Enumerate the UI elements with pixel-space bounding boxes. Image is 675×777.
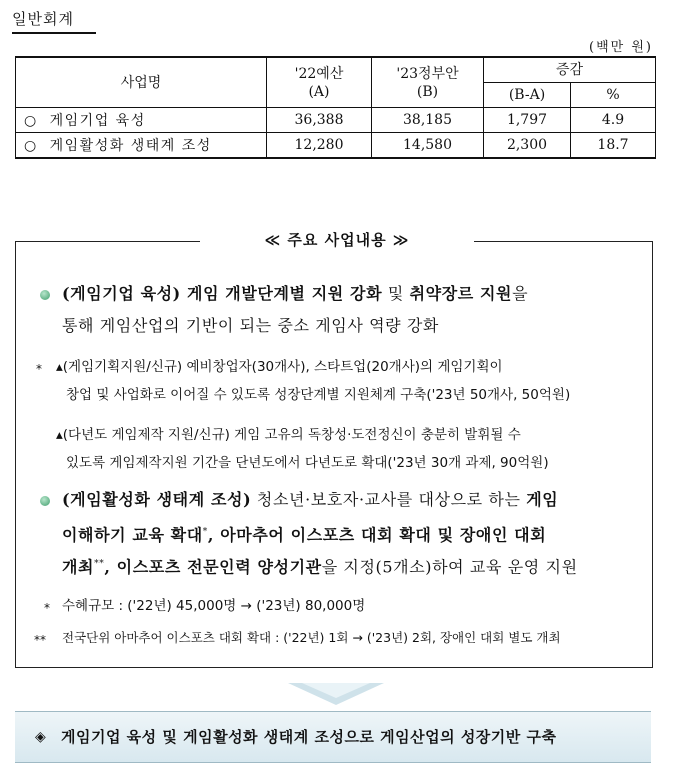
item2-line1: (게임활성화 생태계 조성) 청소년·보호자·교사를 대상으로 하는 게임 [62, 490, 559, 509]
box-title: ≪ 주요 사업내용 ≫ [200, 229, 474, 250]
table-row [16, 133, 656, 159]
table-row [16, 108, 656, 133]
sub1-line2: 창업 및 사업화로 이어질 수 있도록 성장단계별 지원체계 구축('23년 50개사, 50억원) [66, 387, 571, 403]
header-diff: 증감 [484, 57, 656, 83]
header-name: 사업명 [16, 57, 267, 108]
note2-mark: ** [34, 633, 46, 647]
header-budget22: '22예산 (A) [267, 57, 372, 108]
item1-star: * [36, 362, 42, 376]
conclusion-banner [15, 711, 651, 763]
conclusion-text: 게임기업 육성 및 게임활성화 생태계 조성으로 게임산업의 성장기반 구축 [61, 728, 557, 746]
row-diff: 2,300 [484, 133, 571, 159]
row-b: 14,580 [372, 133, 484, 159]
section-title: 일반회계 [12, 10, 74, 28]
row-name: 게임활성화 생태계 조성 [49, 138, 212, 154]
sub1-line1: ▴(게임기획지원/신규) 예비창업자(30개사), 스타트업(20개사)의 게임기획이 [56, 359, 503, 375]
row-name: 게임기업 육성 [49, 113, 146, 129]
row-bullet: ○ [24, 138, 38, 154]
green-bullet-icon [40, 290, 50, 300]
budget-table [15, 56, 656, 159]
header-budget23: '23정부안 (B) [372, 57, 484, 108]
item2-line3: 개최**, 이스포츠 전문인력 양성기관을 지정(5개소)하여 교육 운영 지원 [62, 557, 578, 577]
row-a: 12,280 [267, 133, 372, 159]
row-a: 36,388 [267, 108, 372, 133]
header-diff-value: (B-A) [484, 83, 571, 108]
unit-label: (백만 원) [589, 40, 653, 55]
row-diff: 1,797 [484, 108, 571, 133]
sub2-line1: ▴(다년도 게임제작 지원/신규) 게임 고유의 독창성·도전정신이 충분히 발휘될 수 [56, 427, 521, 443]
row-b: 38,185 [372, 108, 484, 133]
sub2-line2: 있도록 게임제작지원 기간을 단년도에서 다년도로 확대('23년 30개 과제, 90억원) [66, 455, 549, 471]
diamond-icon: ◈ [35, 729, 47, 745]
item1-line2: 통해 게임산업의 기반이 되는 중소 게임사 역량 강화 [62, 316, 439, 335]
item1-line1: (게임기업 육성) 게임 개발단계별 지원 강화 및 취약장르 지원을 [62, 284, 529, 303]
header-pct: % [571, 83, 656, 108]
note1-mark: * [44, 601, 50, 615]
row-pct: 18.7 [571, 133, 656, 159]
note2: 전국단위 아마추어 이스포츠 대회 확대 : ('22년) 1회 → ('23년) 2회, 장애인 대회 별도 개최 [62, 630, 561, 645]
down-arrow-highlight [302, 683, 370, 698]
row-bullet: ○ [24, 113, 38, 129]
green-bullet-icon [40, 496, 50, 506]
title-underline [12, 32, 96, 34]
row-pct: 4.9 [571, 108, 656, 133]
note1: 수혜규모 : ('22년) 45,000명 → ('23년) 80,000명 [62, 598, 366, 614]
item2-line2: 이해하기 교육 확대*, 아마추어 이스포츠 대회 확대 및 장애인 대회 [62, 525, 547, 545]
